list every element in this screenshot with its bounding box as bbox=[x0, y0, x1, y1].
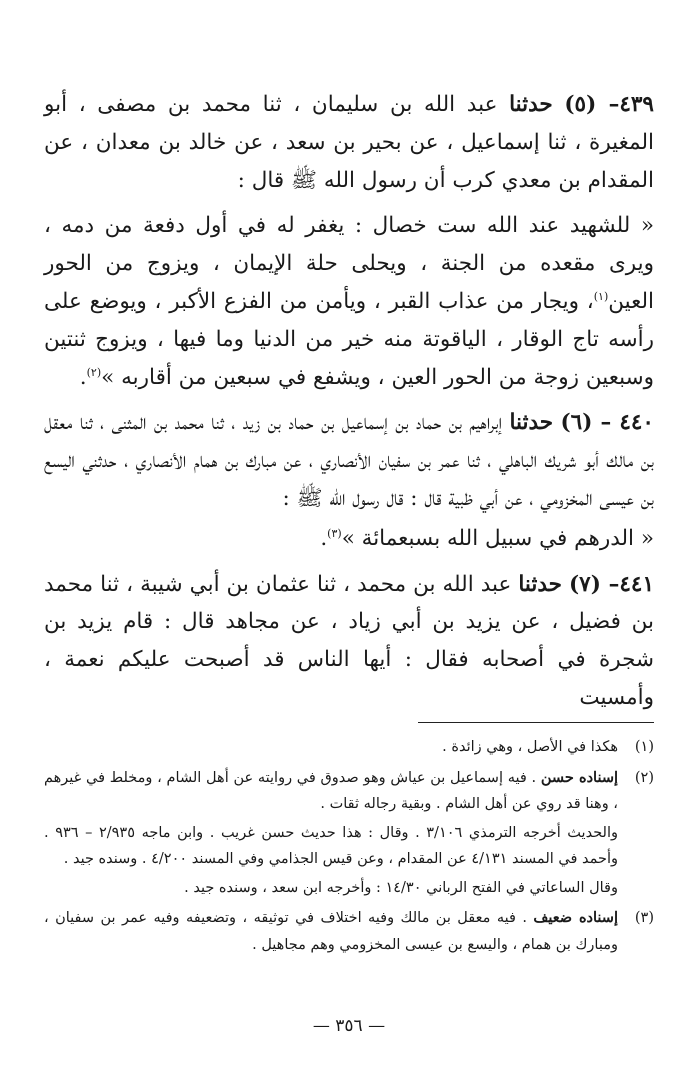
hadith-439-quote: « للشهيد عند الله ست خصال : يغفر له في أول دفعة من دمه ، ويرى مقعده من الجنة ، ويحلى حلة الإيمان ، ويزوج من الحور العين$^{(١)}$، ويجار من عذاب القبر ، ويأمن من الفزع الأكبر ، ويوضع على رأسه تاج الوقار ، الياقوتة منه خير من الدنيا وما فيها ، ويزوج ثنتين وسبعين زوجة من الحور العين ، ويشفع في سبعين من أقاربه »$^{(٢)}$. bbox=[44, 213, 654, 390]
footnote-text: . فيه إسماعيل بن عياش وهو صدوق في روايته عن أهل الشام ، ومخلط في غيرهم ، وهنا قد روي عن أهل الشام . وبقية رجاله ثقات . bbox=[44, 769, 618, 812]
footnote-text: . فيه معقل بن مالك وفيه اختلاف في توثيقه ، وتضعيفه وفيه عمر بن سفيان ، ومبارك بن همام ، واليسع بن عيسى المخزومي وهم مجاهيل . bbox=[44, 910, 618, 953]
hadith-subnumber: (٧) bbox=[568, 571, 601, 597]
footnote-divider bbox=[418, 722, 654, 723]
footnote-grade: إسناده ضعيف bbox=[533, 909, 618, 926]
haddathana: حدثنا bbox=[509, 92, 553, 117]
haddathana: حدثنا bbox=[518, 571, 562, 597]
hadith-number: ٤٤١ bbox=[619, 571, 654, 597]
footnote-ref-3: (٣) bbox=[327, 526, 342, 540]
footnote-number: (٣) bbox=[634, 910, 654, 926]
footnote-2 bbox=[44, 765, 654, 902]
haddathana: حدثنا bbox=[509, 410, 554, 436]
footnote-grade: إسناده حسن bbox=[540, 768, 619, 786]
hadith-subnumber: (٥) bbox=[564, 92, 597, 117]
footnotes bbox=[44, 734, 654, 958]
hadith-matn: « الدرهم في سبيل الله بسبعمائة » bbox=[341, 525, 654, 551]
hadith-chain: عبد الله بن سليمان ، ثنا محمد بن مصفى ، أبو المغيرة ، ثنا إسماعيل ، عن بحير بن سعد ، عن خالد بن معدان ، عن المقدام بن معدي كرب أن رسول الله ﷺ قال : bbox=[44, 92, 654, 193]
hadith-chain: إبراهيم بن حماد بن إسماعيل بن حماد بن زيد ، ثنا محمد بن المثنى ، ثنا معقل بن مالك أبو شريك الباهلي ، ثنا عمر بن سفيان الأنصاري ، عن مبارك بن همام الأنصاري ، حدثني اليسع بن عيسى المخزومي ، عن أبي ظبية قال : قال رسول الله ﷺ : bbox=[44, 410, 654, 511]
hadith-matn-cont: ، ويجار من عذاب القبر ، ويأمن من الفزع الأكبر ، ويوضع على رأسه تاج الوقار ، الياقوتة منه خير من الدنيا وما فيها ، ويزوج ثنتين وسبعين زوجة من الحور العين ، ويشفع في سبعين من أقاربه » bbox=[44, 288, 654, 390]
footnote-number: (٢) bbox=[634, 769, 654, 786]
footnote-number: (١) bbox=[634, 739, 654, 755]
hadith-number: ٤٣٩ bbox=[619, 92, 654, 117]
main-text bbox=[44, 86, 654, 717]
footnote-text: هكذا في الأصل ، وهي زائدة . bbox=[442, 739, 618, 755]
footnote-ref-1: (١) bbox=[593, 289, 609, 303]
hadith-subnumber: (٦) bbox=[560, 410, 593, 436]
footnote-text: والحديث أخرجه الترمذي ٣/١٠٦ . وقال : هذا حديث حسن غريب . وابن ماجه ٢/٩٣٥ – ٩٣٦ . وأحمد في المسند ٤/١٣١ عن المقدام ، وعن قيس الجذامي وفي المسند ٤/٢٠٠ . وسنده جيد . bbox=[44, 824, 619, 867]
footnote-1 bbox=[44, 734, 654, 761]
footnote-text: وقال الساعاتي في الفتح الرباني ١٤/٣٠ : وأخرجه ابن سعد ، وسنده جيد . bbox=[184, 879, 618, 896]
hadith-439: ٤٣٩– (٥) حدثنا عبد الله بن سليمان ، ثنا محمد بن مصفى ، أبو المغيرة ، ثنا إسماعيل ، عن بحير بن سعد ، عن خالد بن معدان ، عن المقدام بن معدي كرب أن رسول الله ﷺ قال : bbox=[44, 92, 654, 193]
hadith-440: ٤٤٠ – (٦) حدثنا إبراهيم بن حماد بن إسماعيل بن حماد بن زيد ، ثنا محمد بن المثنى ، ثنا معقل بن مالك أبو شريك الباهلي ، ثنا عمر بن سفيان الأنصاري ، عن مبارك بن همام الأنصاري ، حدثني اليسع بن عيسى المخزومي ، عن أبي ظبية قال : قال رسول الله ﷺ : bbox=[44, 410, 654, 511]
hadith-matn: « للشهيد عند الله ست خصال : يغفر له في أول دفعة من دمه ، ويرى مقعده من الجنة ، ويحلى حلة الإيمان ، ويزوج من الحور العين bbox=[44, 213, 654, 314]
footnote-3 bbox=[44, 905, 654, 958]
hadith-chain: عبد الله بن محمد ، ثنا عثمان بن أبي شيبة ، ثنا محمد بن فضيل ، عن يزيد بن أبي زياد ، عن مجاهد قال : قام يزيد بن شجرة في أصحابه فقال : أيها الناس قد أصبحت عليكم نعمة ، وأمسيت bbox=[44, 571, 654, 710]
hadith-440-quote: « الدرهم في سبيل الله بسبعمائة »$^{(٣)}$. bbox=[320, 525, 654, 551]
hadith-number: ٤٤٠ bbox=[619, 410, 654, 436]
hadith-441: ٤٤١– (٧) حدثنا عبد الله بن محمد ، ثنا عثمان بن أبي شيبة ، ثنا محمد بن فضيل ، عن يزيد بن أبي زياد ، عن مجاهد قال : قام يزيد بن شجرة في أصحابه فقال : أيها الناس قد أصبحت عليكم نعمة ، وأمسيت bbox=[44, 571, 654, 710]
page-number: — ٣٥٦ — bbox=[312, 1016, 386, 1036]
footnote-ref-2: (٢) bbox=[86, 365, 102, 379]
